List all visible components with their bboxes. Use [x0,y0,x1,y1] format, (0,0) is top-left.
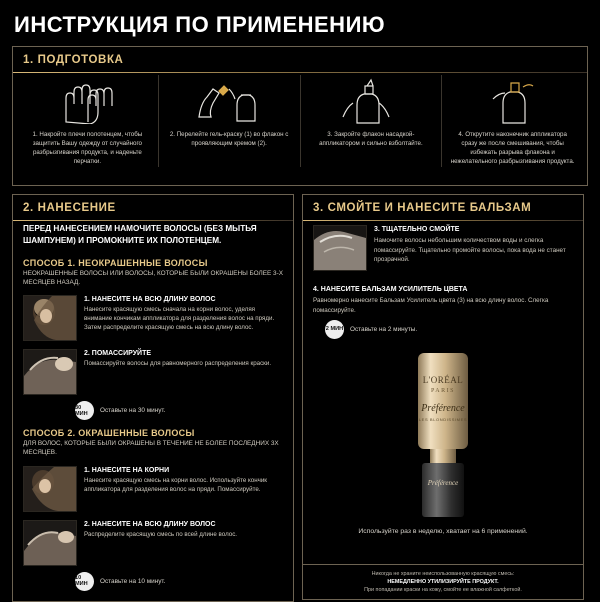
rinse-photo [313,225,367,271]
method-2-wait-text: Оставьте на 10 минут. [100,577,166,585]
svg-text:LES BLONDISSIMES: LES BLONDISSIMES [418,416,468,422]
method-2-wait [13,571,293,597]
method-2-step-1 [13,463,293,517]
svg-text:PARIS: PARIS [431,387,455,394]
prep-step-2 [159,75,300,167]
lower-columns [12,194,588,602]
method-1-step-2 [13,346,293,400]
tube-pour-icon [165,75,294,127]
method-2-step-1-body [84,466,283,512]
method-1-step-1-title: 1. НАНЕСИТЕ НА ВСЮ ДЛИНУ ВОЛОС [84,296,216,304]
prep-step-3-caption: 3. Закройте флакон насадкой-аппликатором и сильно взболтайте. [319,131,423,147]
application-lead-text: ПЕРЕД НАНЕСЕНИЕМ НАМОЧИТЕ ВОЛОСЫ (БЕЗ МЫТЬЯ ШАМПУНЕМ) И ПРОМОКНИТЕ ИХ ПОЛОТЕНЦЕМ. [23,224,257,246]
rinse-step-3 [303,221,583,275]
applicator-open-icon [448,75,577,127]
method-2-step-2-title: 2. НАНЕСИТЕ НА ВСЮ ДЛИНУ ВОЛОС [84,520,216,528]
footer-warning [302,565,584,600]
method-1-step-1 [13,292,293,346]
prep-step-4 [442,75,583,167]
rinse-step-4-text: Равномерно нанесите Бальзам Усилитель цвета (3) на всю длину волос. Слегка помассируйте. [313,297,549,314]
prep-step-2-caption: 2. Перелейте гель-краску (1) во флакон с проявляющим кремом (2). [169,131,289,147]
method-1-wait-text: Оставьте на 30 минут. [100,407,166,415]
hair-roots-photo [23,295,77,341]
prep-step-3 [301,75,442,167]
svg-text:Préférence: Préférence [427,478,459,487]
method-1-wait [13,400,293,426]
hair-length-photo [23,520,77,566]
method-1-step-2-body [84,349,283,395]
rinse-step-3-text: Намочите волосы небольшим количеством воды и слегка помассируйте. Тщательно промойте волосы, пока вода не станет прозрачной. [374,237,566,263]
method-1-step-1-text: Нанесите красящую смесь сначала на корни волос, уделяя внимание кончикам аппликатора для разделения волос на пряди. Затем распределите красящую смесь на всю длину волос. [84,306,275,332]
rinse-step-3-title: 3. ТЩАТЕЛЬНО СМОЙТЕ [374,226,460,233]
timer-badge-30: 30 МИН [75,401,94,420]
hair-roots-photo-2 [23,466,77,512]
method-1-step-2-text: Помассируйте волосы для равномерного распределения краски. [84,360,272,368]
section-2-heading: 2. НАНЕСЕНИЕ [23,202,116,214]
gloves-icon [23,75,152,127]
bottle-cap-icon [307,75,436,127]
method-2-step-2-text: Распределите красящую смесь по всей длине волос. [84,530,238,538]
method-2-step-1-title: 1. НАНЕСИТЕ НА КОРНИ [84,466,170,474]
rinse-step-3-body [374,225,573,271]
section-3-heading: 3. СМОЙТЕ И НАНЕСИТЕ БАЛЬЗАМ [313,202,532,214]
prep-step-4-caption: 4. Открутите наконечник аппликатора сразу же после смешивания, чтобы избежать разрыва флакона и нежелательного разбрызгивания продукта. [450,131,575,165]
rinse-wait-text: Оставьте на 2 минуты. [350,325,418,333]
method-2-step-2 [13,517,293,571]
method-2-step-2-body [84,520,283,566]
timer-badge-10: 10 МИН [75,572,94,591]
method-1-step-1-body [84,295,283,341]
footer-line-3: При попадании краски на кожу, смойте ее влажной салфеткой. [364,587,522,594]
method-2-prefix: СПОСОБ 2. [23,428,76,439]
method-1-label [13,256,293,269]
section-rinse [302,194,584,565]
method-2-label [13,426,293,439]
timer-badge-2: 2 МИН [325,320,344,339]
column-rinse [302,194,584,602]
prep-step-1 [17,75,158,167]
method-1-prefix: СПОСОБ 1. [23,257,76,268]
hair-massage-photo [23,349,77,395]
footer-line-1: Никогда не храните неиспользованную красящую смесь: [371,571,515,577]
usage-note: Используйте раз в неделю, хватает на 6 применений. [358,527,528,535]
prep-step-1-caption: 1. Накройте плечи полотенцем, чтобы защитить Вашу одежду от случайного разбрызгивания продукта, и наденьте перчатки. [32,131,143,165]
method-1-sub: НЕОКРАШЕННЫЕ ВОЛОСЫ ИЛИ ВОЛОСЫ, КОТОРЫЕ БЫЛИ ОКРАШЕНЫ БОЛЕЕ 3-Х МЕСЯЦЕВ НАЗАД. [23,269,283,286]
preparation-steps [13,73,587,167]
method-2-step-1-text: Нанесите красящую смесь на корни волос. Используйте кончик аппликатора для разделения волос на пряди. Помассируйте. [84,476,268,493]
page-title: ИНСТРУКЦИЯ ПО ПРИМЕНЕНИЮ [14,12,386,37]
svg-text:L'ORÉAL: L'ORÉAL [422,374,464,385]
section-application [12,194,294,602]
method-1-step-2-title: 2. ПОМАССИРУЙТЕ [84,350,152,358]
method-2-main: ОКРАШЕННЫЕ ВОЛОСЫ [78,428,195,439]
rinse-wait [303,319,583,345]
method-1-main: НЕОКРАШЕННЫЕ ВОЛОСЫ [78,257,208,268]
section-preparation [12,46,588,186]
section-1-heading: 1. ПОДГОТОВКА [23,54,124,66]
rinse-step-4-title: 4. НАНЕСИТЕ БАЛЬЗАМ УСИЛИТЕЛЬ ЦВЕТА [313,286,468,293]
product-tube [303,351,583,519]
rinse-step-4-body [313,285,573,315]
rinse-step-4 [303,275,583,319]
footer-line-2: НЕМЕДЛЕННО УТИЛИЗИРУЙТЕ ПРОДУКТ. [387,579,499,586]
method-2-sub: ДЛЯ ВОЛОС, КОТОРЫЕ БЫЛИ ОКРАШЕНЫ В ТЕЧЕНИЕ НЕ БОЛЕЕ ПОСЛЕДНИХ 3Х МЕСЯЦЕВ. [23,440,279,457]
column-application [12,194,294,602]
svg-text:Préférence: Préférence [421,402,465,414]
